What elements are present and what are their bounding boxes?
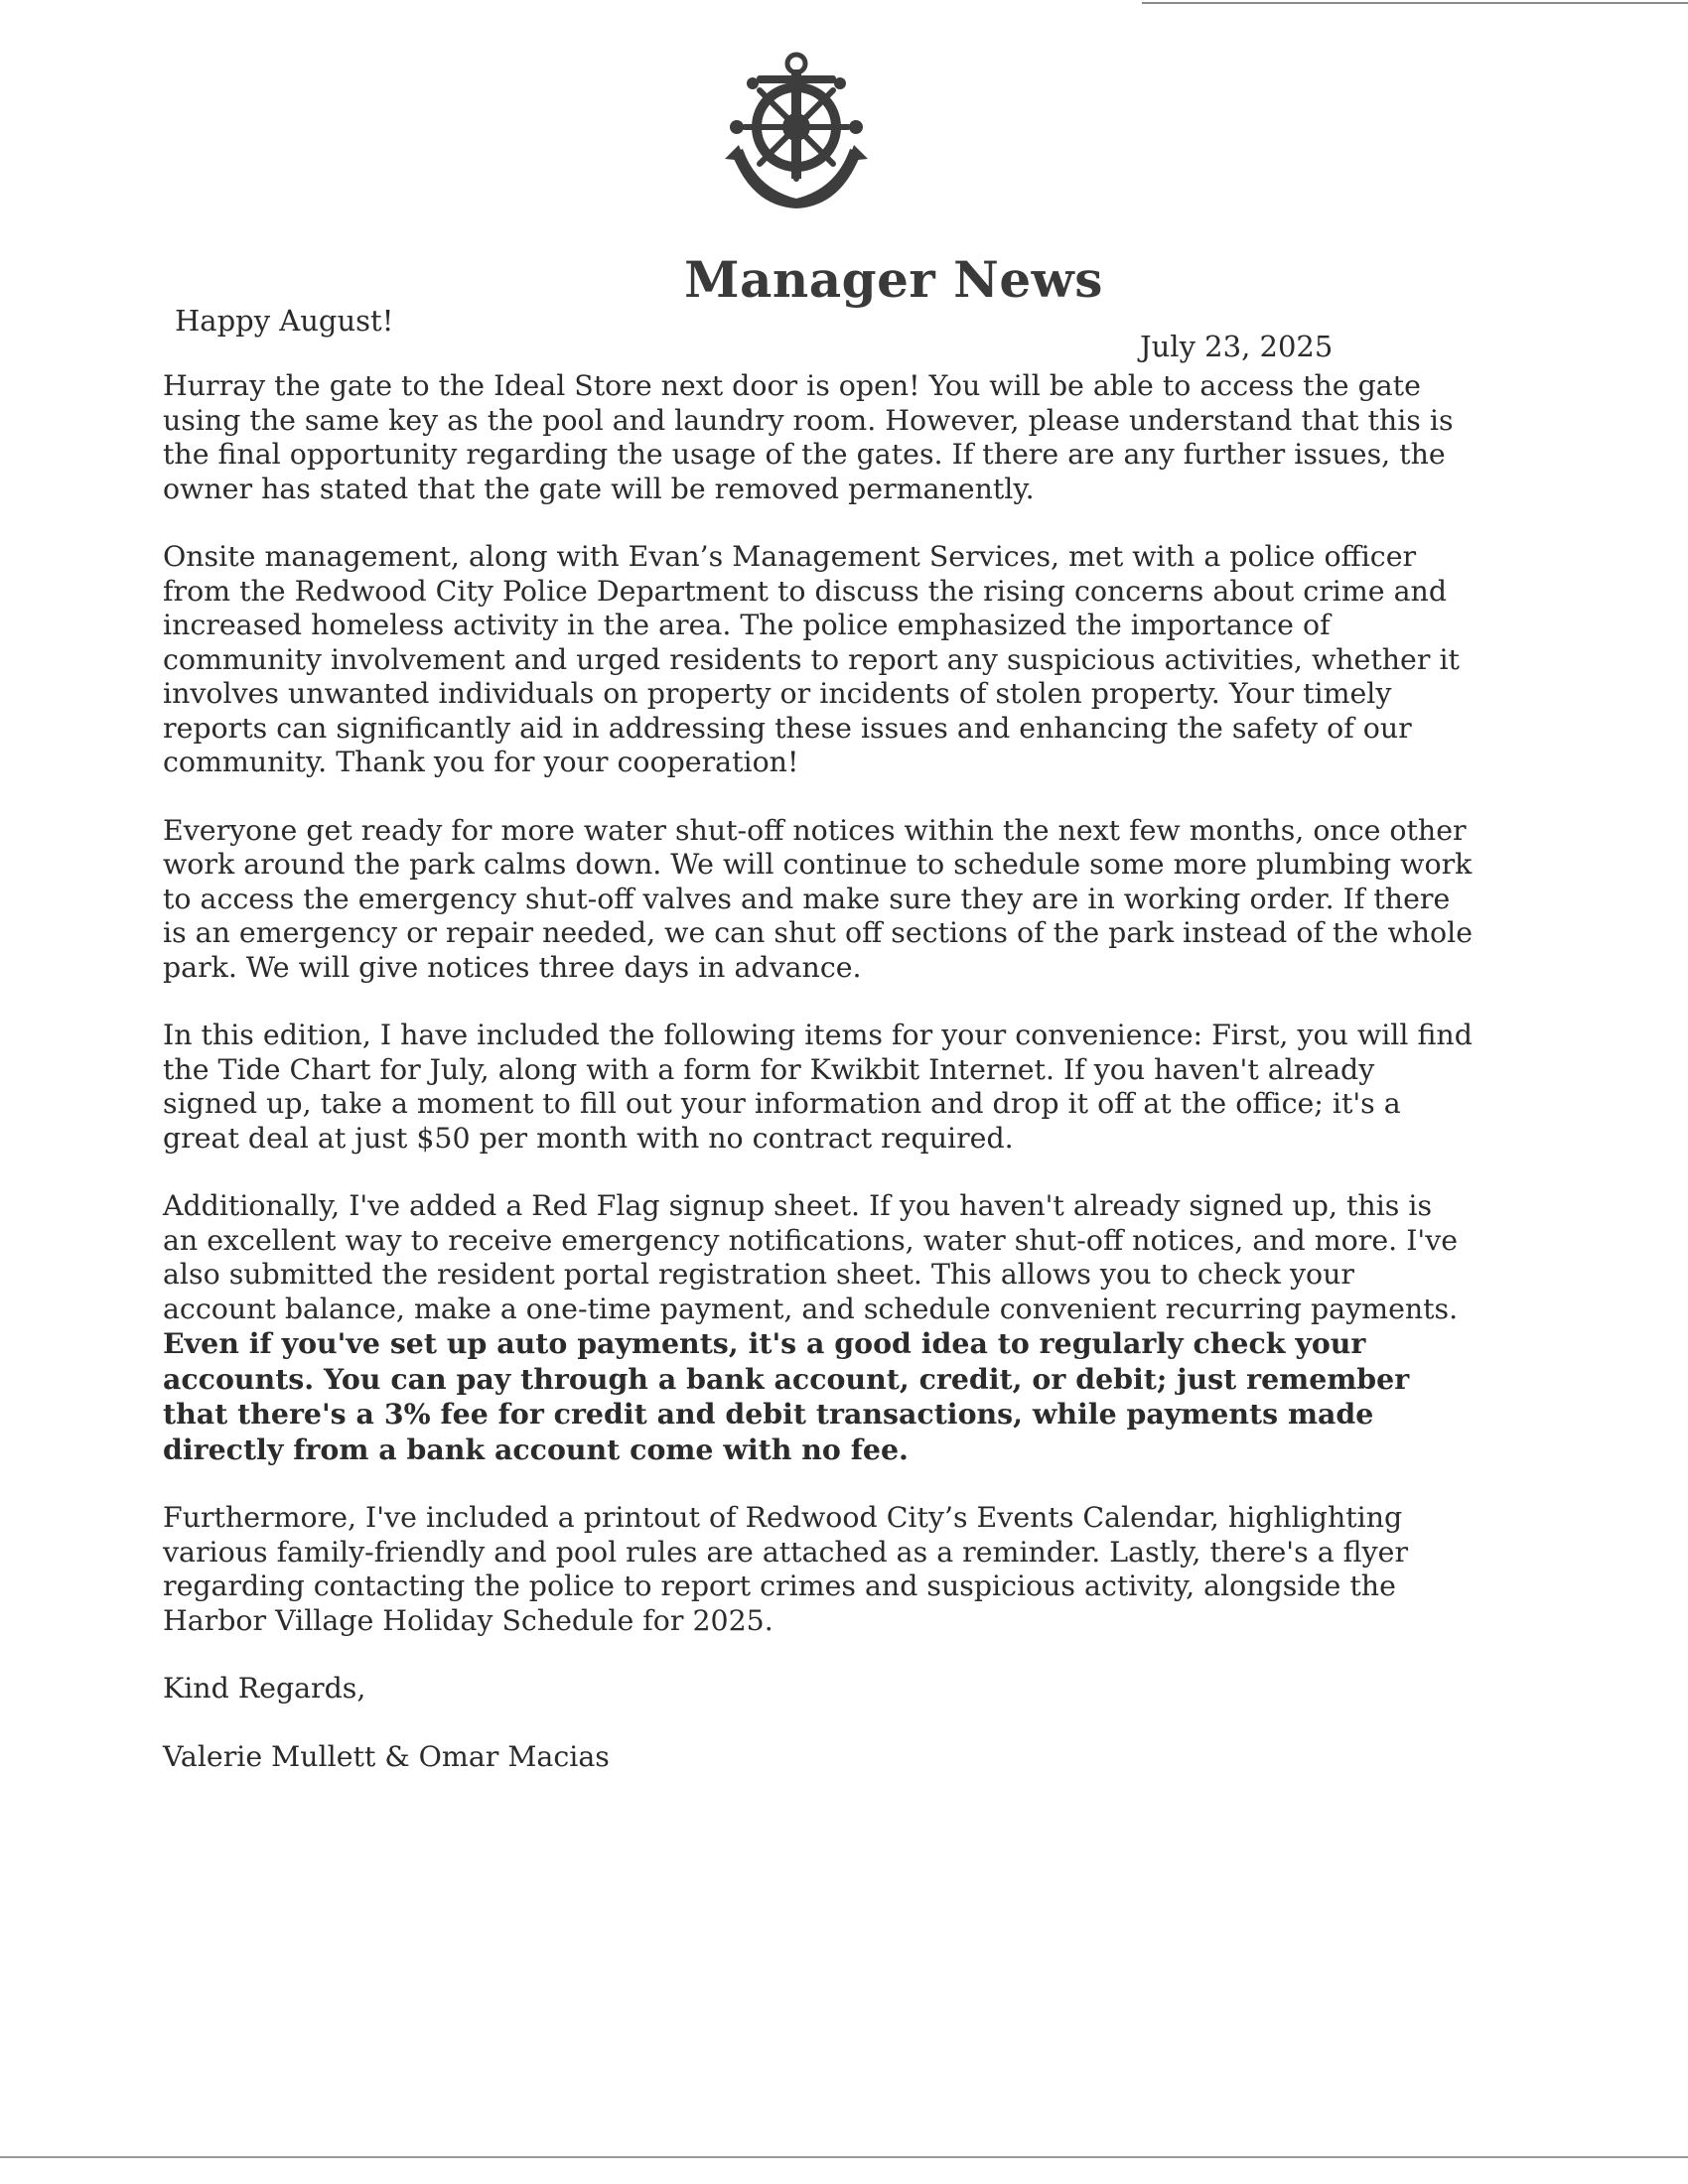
letter-body: [163, 369, 1474, 1808]
paragraph-police: Onsite management, along with Evan’s Management Services, met with a police officer from the Redwood City Police Department to discuss the rising concerns about crime and increased homeless activity in the area. The police emphasized the importance of community involvement and urged residents to report any suspicious activities, whether it involves unwanted individuals on property or incidents of stolen property. Your timely reports can significantly aid in addressing these issues and enhancing the safety of our community. Thank you for your cooperation!: [163, 540, 1460, 778]
scan-edge-top: [1142, 2, 1688, 4]
greeting: Happy August!: [175, 304, 394, 338]
closing-salutation: Kind Regards,: [163, 1672, 366, 1705]
paragraph-events: Furthermore, I've included a printout of Redwood City’s Events Calendar, highlighting various family-friendly and pool rules are attached as a reminder. Lastly, there's a flyer regarding contacting the police to report crimes and suspicious activity, alongside the Harbor Village Holiday Schedule for 2025.: [163, 1501, 1409, 1637]
paragraph-gate: Hurray the gate to the Ideal Store next door is open! You will be able to access the gate using the same key as the pool and laundry room. However, please understand that this is the final opportunity regarding the usage of the gates. If there are any further issues, the owner has stated that the gate will be removed permanently.: [163, 369, 1454, 505]
letter-date: July 23, 2025: [1140, 330, 1334, 363]
paragraph-edition-items: In this edition, I have included the following items for your convenience: First, you will find the Tide Chart for July, along with a form for Kwikbit Internet. If you haven't already signed up, take a moment to fill out your information and drop it off at the office; it's a great deal at just $50 per month with no contract required.: [163, 1019, 1473, 1155]
signers: Valerie Mullett & Omar Macias: [163, 1739, 610, 1773]
page-title: Manager News: [684, 250, 1103, 309]
scan-edge-bottom: [0, 2156, 1688, 2158]
paragraph-red-flag: [163, 1189, 1474, 1467]
paragraph-red-flag-text: Additionally, I've added a Red Flag signup sheet. If you haven't already signed up, this is an excellent way to receive emergency notifications, water shut-off notices, and more. I've also submitted the resident portal registration sheet. This allows you to check your account balance, make a one-time payment, and schedule convenient recurring payments.: [163, 1189, 1459, 1325]
payment-notice-bold: Even if you've set up auto payments, it's a good idea to regularly check your accounts. You can pay through a bank account, credit, or debit; just remember that there's a 3% fee for credit and debit transactions, while payments made directly from a bank account come with no fee.: [163, 1326, 1410, 1466]
ship-wheel-anchor-icon: [717, 50, 876, 208]
paragraph-water: Everyone get ready for more water shut-off notices within the next few months, once other work around the park calms down. We will continue to schedule some more plumbing work to access the emergency shut-off valves and make sure they are in working order. If there is an emergency or repair needed, we can shut off sections of the park instead of the whole park. We will give notices three days in advance.: [163, 813, 1474, 984]
